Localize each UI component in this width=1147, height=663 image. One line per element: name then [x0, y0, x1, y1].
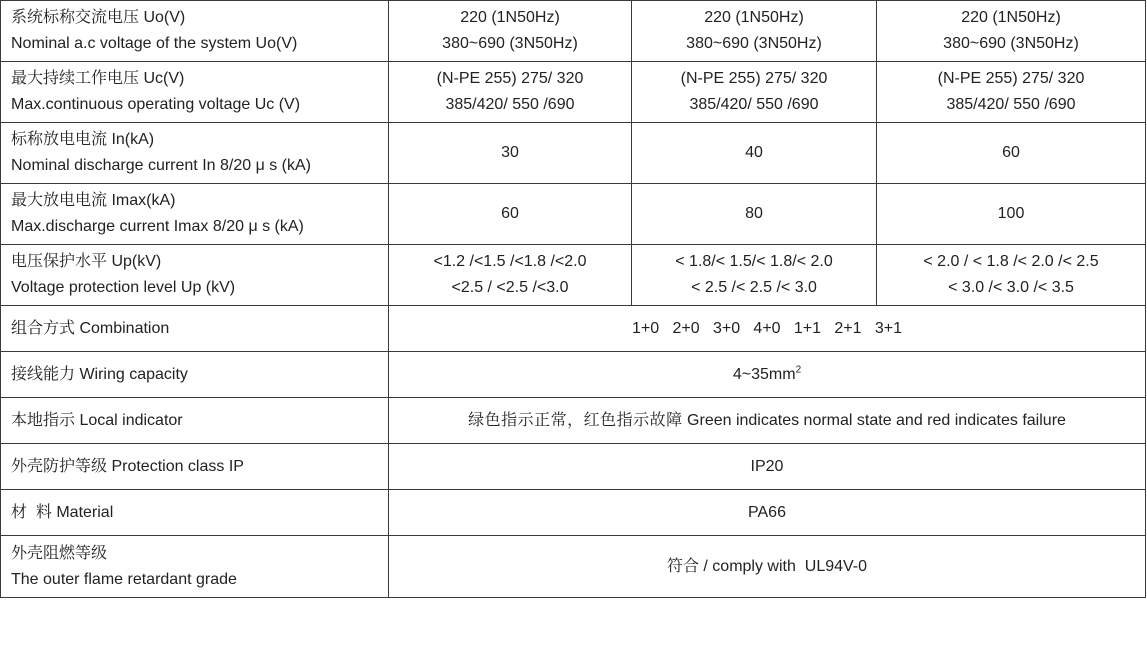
- cell-value: 4~35mm: [732, 365, 796, 383]
- cell-nominal-voltage-model3: [877, 1, 1146, 62]
- cell-max-discharge-model2: 80: [632, 184, 877, 245]
- table-row: [1, 184, 1146, 245]
- cell-line: < 3.0 /< 3.0 /< 3.5: [948, 279, 1074, 296]
- label-cn: 标称放电电流 In(kA): [11, 131, 155, 148]
- cell-voltage-protection-model1: [389, 245, 632, 306]
- cell-line: <2.5 / <2.5 /<3.0: [451, 279, 569, 296]
- cell-nominal-voltage-model1: [389, 1, 632, 62]
- cell-line: (N-PE 255) 275/ 320: [937, 70, 1085, 87]
- row-label-nominal-discharge-current: [1, 123, 389, 184]
- cell-value: 1+0 2+0 3+0 4+0 1+1 2+1 3+1: [632, 319, 902, 337]
- cell-protection-class: IP20: [389, 444, 1146, 490]
- cell-nominal-discharge-model3: 60: [877, 123, 1146, 184]
- cell-max-continuous-voltage-model2: [632, 62, 877, 123]
- label-en: Nominal discharge current In 8/20 μ s (kA): [11, 157, 312, 174]
- cell-line: 385/420/ 550 /690: [445, 96, 575, 113]
- cell-wiring-capacity: [389, 352, 1146, 398]
- cell-max-discharge-model3: 100: [877, 184, 1146, 245]
- table-row: [1, 444, 1146, 490]
- cell-line: (N-PE 255) 275/ 320: [680, 70, 828, 87]
- label-cn: 电压保护水平 Up(kV): [11, 253, 162, 270]
- cell-line: 380~690 (3N50Hz): [686, 35, 822, 52]
- cell-line: 380~690 (3N50Hz): [442, 35, 578, 52]
- superscript: 2: [795, 364, 802, 376]
- cell-max-continuous-voltage-model1: [389, 62, 632, 123]
- cell-line: 220 (1N50Hz): [704, 9, 804, 26]
- label-en: Nominal a.c voltage of the system Uo(V): [11, 35, 298, 52]
- cell-voltage-protection-model3: [877, 245, 1146, 306]
- row-label-combination: 组合方式 Combination: [1, 306, 389, 352]
- label-en: Max.continuous operating voltage Uc (V): [11, 96, 301, 113]
- label-cn: 外壳阻燃等级: [11, 544, 108, 562]
- cell-line: < 2.5 /< 2.5 /< 3.0: [691, 279, 817, 296]
- cell-line: < 1.8/< 1.5/< 1.8/< 2.0: [675, 253, 833, 270]
- cell-line: 220 (1N50Hz): [961, 9, 1061, 26]
- cell-value-cn: 绿色指示正常，红色指示故障: [468, 411, 683, 429]
- row-label-flame-retardant: [1, 536, 389, 598]
- cell-material: PA66: [389, 490, 1146, 536]
- cell-combination: [389, 306, 1146, 352]
- cell-max-discharge-model1: 60: [389, 184, 632, 245]
- cell-line: 380~690 (3N50Hz): [943, 35, 1079, 52]
- row-label-protection-class: 外壳防护等级 Protection class IP: [1, 444, 389, 490]
- cell-max-continuous-voltage-model3: [877, 62, 1146, 123]
- row-label-local-indicator: 本地指示 Local indicator: [1, 398, 389, 444]
- cell-nominal-voltage-model2: [632, 1, 877, 62]
- table-row: [1, 536, 1146, 598]
- cell-line: 385/420/ 550 /690: [946, 96, 1076, 113]
- table-row: [1, 490, 1146, 536]
- cell-local-indicator: [389, 398, 1146, 444]
- label-cn: 系统标称交流电压 Uo(V): [11, 9, 186, 26]
- cell-voltage-protection-model2: [632, 245, 877, 306]
- cell-line: (N-PE 255) 275/ 320: [436, 70, 584, 87]
- row-label-wiring-capacity: 接线能力 Wiring capacity: [1, 352, 389, 398]
- table-row: [1, 398, 1146, 444]
- label-text: 材 料 Material: [11, 503, 114, 521]
- table-row: [1, 245, 1146, 306]
- cell-nominal-discharge-model2: 40: [632, 123, 877, 184]
- row-label-nominal-voltage: [1, 1, 389, 62]
- table-row: [1, 62, 1146, 123]
- cell-line: 220 (1N50Hz): [460, 9, 560, 26]
- row-label-voltage-protection-level: [1, 245, 389, 306]
- cell-nominal-discharge-model1: 30: [389, 123, 632, 184]
- table-row: [1, 352, 1146, 398]
- row-label-material: [1, 490, 389, 536]
- cell-line: < 2.0 / < 1.8 /< 2.0 /< 2.5: [923, 253, 1099, 270]
- cell-flame-retardant: [389, 536, 1146, 598]
- label-en: Voltage protection level Up (kV): [11, 279, 236, 296]
- table-row: [1, 1, 1146, 62]
- cell-line: 385/420/ 550 /690: [689, 96, 819, 113]
- label-cn: 最大放电电流 Imax(kA): [11, 192, 176, 209]
- label-en: Max.discharge current Imax 8/20 μ s (kA): [11, 218, 304, 235]
- table-row: [1, 306, 1146, 352]
- cell-line: <1.2 /<1.5 /<1.8 /<2.0: [433, 253, 587, 270]
- row-label-max-continuous-voltage: [1, 62, 389, 123]
- row-label-max-discharge-current: [1, 184, 389, 245]
- cell-value: 符合 / comply with UL94V-0: [666, 557, 868, 575]
- label-cn: 最大持续工作电压 Uc(V): [11, 70, 185, 87]
- cell-value-en: Green indicates normal state and red indicates failure: [682, 411, 1066, 429]
- label-en: The outer flame retardant grade: [11, 570, 237, 588]
- table-row: [1, 123, 1146, 184]
